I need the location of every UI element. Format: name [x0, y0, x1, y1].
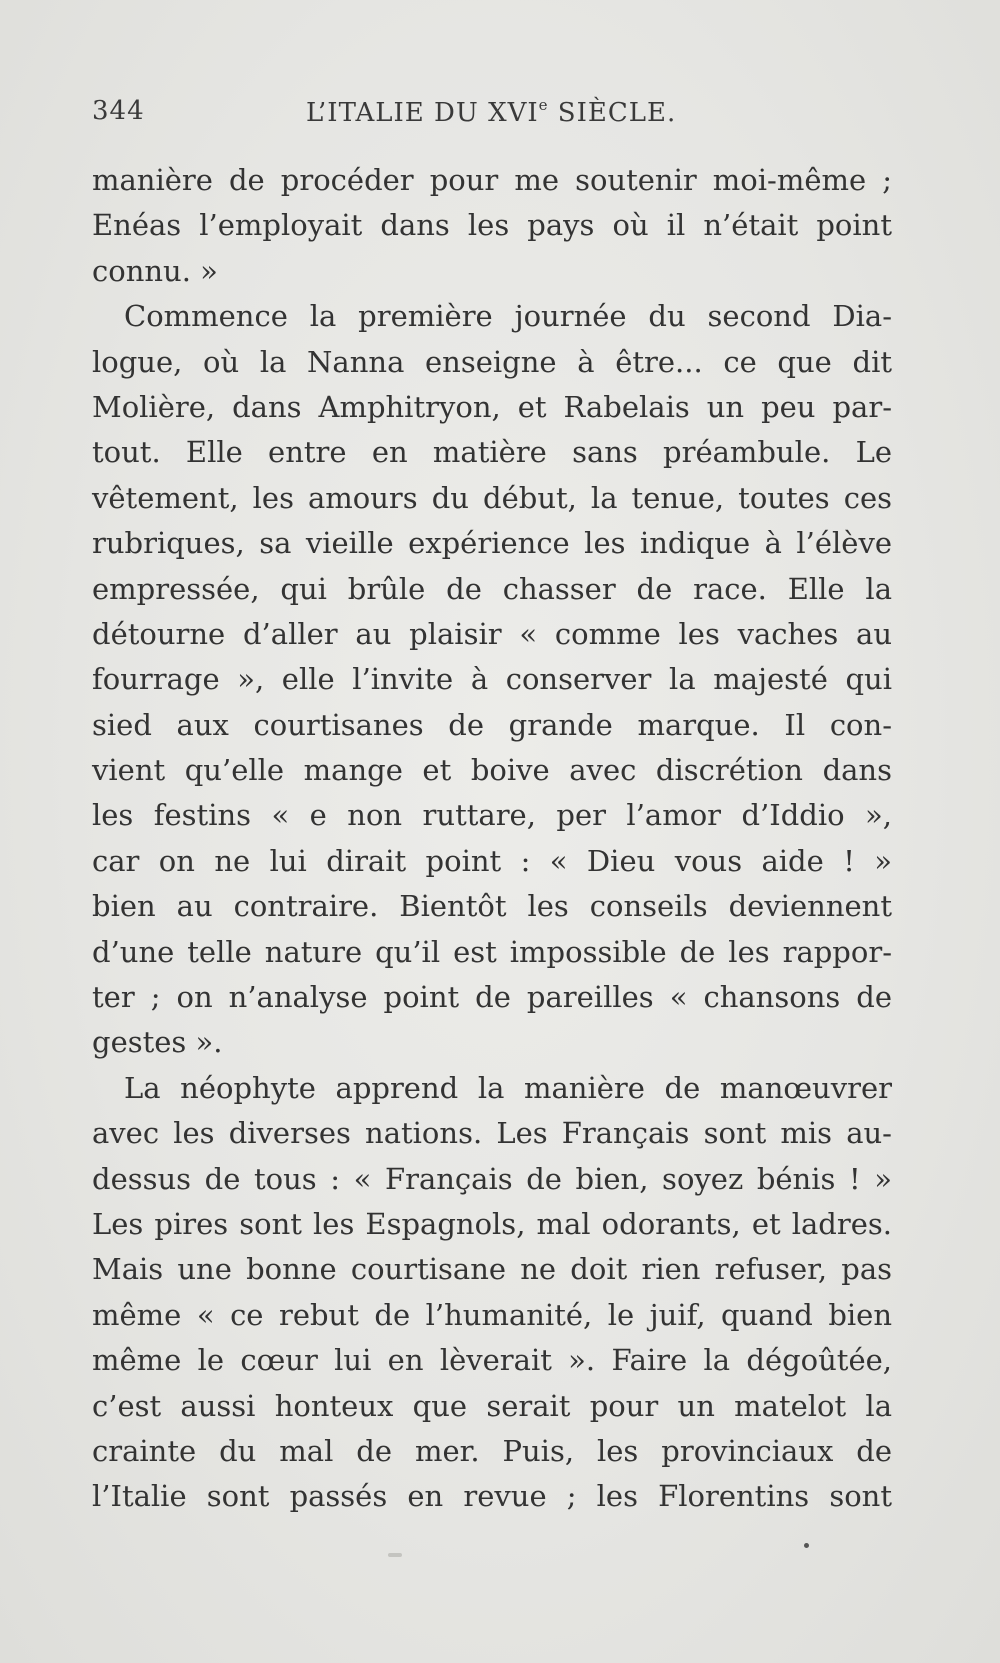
- text-line: l’Italie sont passés en revue ; les Florentins sont: [92, 1479, 892, 1514]
- text-line: Commence la première journée du second Dia-: [124, 299, 892, 334]
- page-number: 344: [92, 96, 145, 126]
- text-line: logue, où la Nanna enseigne à être... ce que dit: [92, 344, 892, 379]
- text-line: d’une telle nature qu’il est impossible de les rappor-: [92, 934, 892, 969]
- text-line: vêtement, les amours du début, la tenue, toutes ces: [92, 480, 892, 515]
- text-line: dessus de tous : « Français de bien, soyez bénis ! »: [92, 1161, 892, 1196]
- text-line: Molière, dans Amphitryon, et Rabelais un peu par-: [92, 389, 892, 424]
- running-head: [92, 96, 692, 136]
- text-line: manière de procéder pour me soutenir moi-même ;: [92, 163, 892, 197]
- text-line: connu. »: [92, 253, 218, 288]
- text-line: sied aux courtisanes de grande marque. Il con-: [92, 707, 892, 742]
- text-line: même le cœur lui en lèverait ». Faire la dégoûtée,: [92, 1343, 892, 1378]
- text-line: avec les diverses nations. Les Français sont mis au-: [92, 1116, 892, 1151]
- text-line: les festins « e non ruttare, per l’amor d’Iddio »,: [92, 798, 892, 833]
- text-line: vient qu’elle mange et boive avec discrétion dans: [92, 753, 892, 788]
- text-line: bien au contraire. Bientôt les conseils deviennent: [92, 889, 892, 924]
- running-title: [306, 96, 676, 128]
- text-line: Enéas l’employait dans les pays où il n’était point: [92, 208, 892, 243]
- text-line: ter ; on n’analyse point de pareilles « chansons de: [92, 980, 892, 1015]
- text-line: gestes ».: [92, 1025, 223, 1060]
- text-line: c’est aussi honteux que serait pour un matelot la: [92, 1388, 892, 1423]
- body-text: [92, 158, 892, 1520]
- text-line: La néophyte apprend la manière de manœuvrer: [124, 1070, 892, 1105]
- running-title-superscript: e: [538, 96, 549, 114]
- text-line: rubriques, sa vieille expérience les indique à l’élève: [92, 526, 892, 561]
- text-line: empressée, qui brûle de chasser de race. Elle la: [92, 571, 892, 606]
- ink-speck: [804, 1543, 809, 1548]
- running-title-main: L’ITALIE DU XVI: [306, 98, 539, 128]
- running-title-end: SIÈCLE.: [548, 98, 677, 128]
- text-line: détourne d’aller au plaisir « comme les vaches au: [92, 616, 892, 651]
- text-line: crainte du mal de mer. Puis, les provinciaux de: [92, 1433, 892, 1468]
- text-line: Mais une bonne courtisane ne doit rien refuser, pas: [92, 1252, 892, 1287]
- text-line: Les pires sont les Espagnols, mal odorants, et ladres.: [92, 1206, 892, 1241]
- text-line: car on ne lui dirait point : « Dieu vous aide ! »: [92, 843, 892, 878]
- text-line: tout. Elle entre en matière sans préambule. Le: [92, 435, 892, 470]
- text-line: même « ce rebut de l’humanité, le juif, quand bien: [92, 1297, 892, 1332]
- paper-smudge: [388, 1553, 402, 1557]
- text-line: fourrage », elle l’invite à conserver la majesté qui: [92, 662, 892, 697]
